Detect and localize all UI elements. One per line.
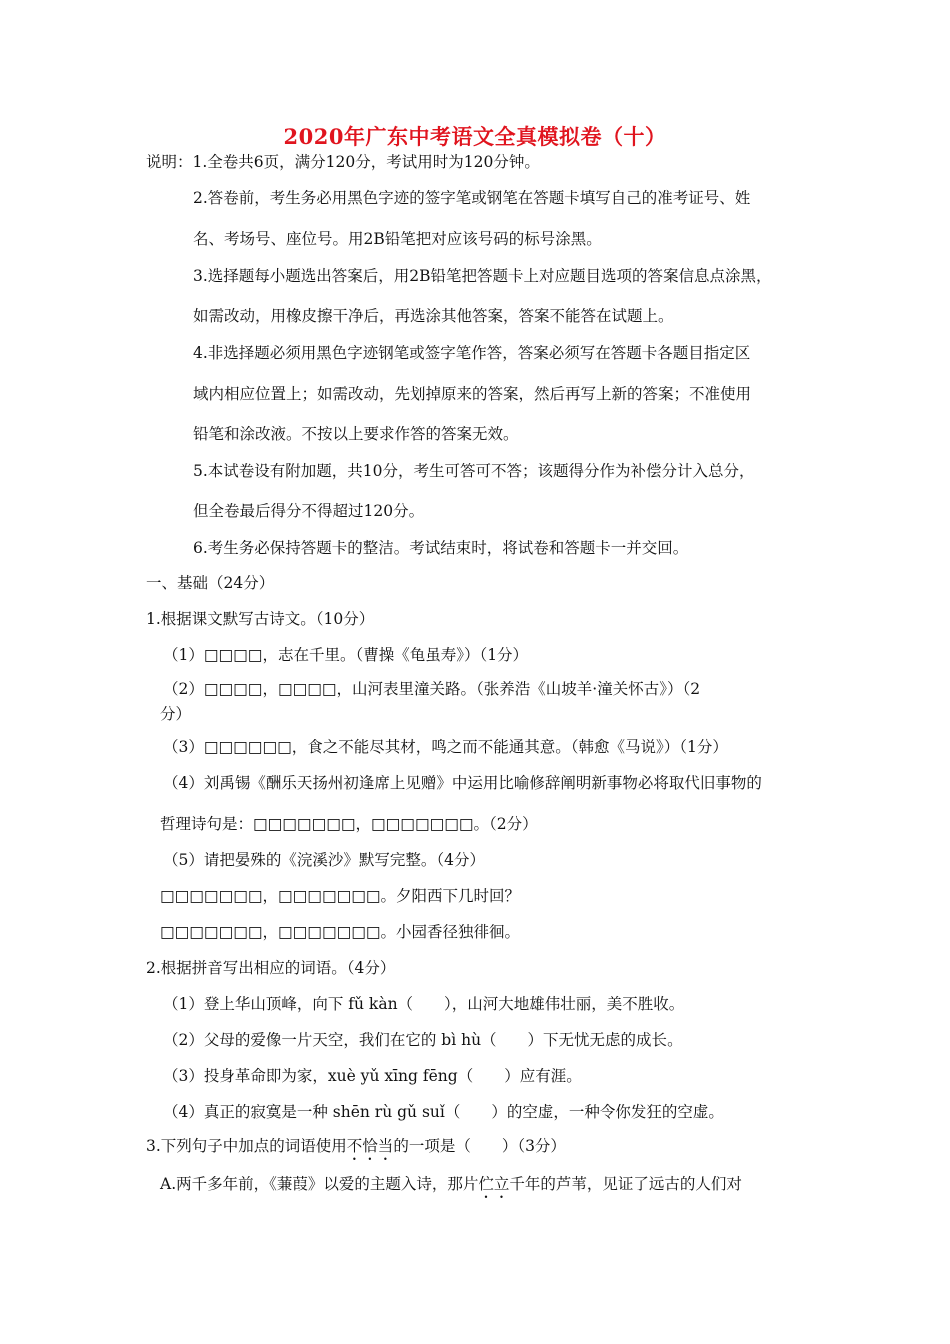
exam-title: 2020年广东中考语文全真模拟卷（十） <box>283 124 667 149</box>
instruction-item: 但全卷最后得分不得超过120分。 <box>193 502 425 520</box>
question-2-line: （1）登上华山顶峰，向下 fǔ kàn（ ），山河大地雄伟壮丽，美不胜收。 <box>163 995 685 1013</box>
instruction-item: 5.本试卷设有附加题，共10分，考生可答可不答；该题得分作为补偿分计入总分， <box>193 462 755 480</box>
instruction-item: 3.选择题每小题选出答案后，用2B铅笔把答题卡上对应题目选项的答案信息点涂黑， <box>193 267 772 285</box>
question-1-line: 哲理诗句是：□□□□□□□，□□□□□□□。（2分） <box>160 815 538 833</box>
instruction-item: 1.全卷共6页，满分120分，考试用时为120分钟。 <box>192 153 540 171</box>
question-3-stem-before: 3.下列句子中加点的词语使用 <box>146 1137 347 1155</box>
instruction-item: 名、考场号、座位号。用2B铅笔把对应该号码的标号涂黑。 <box>193 230 602 248</box>
question-2-stem: 2.根据拼音写出相应的词语。（4分） <box>146 959 396 977</box>
instruction-item: 2.答卷前，考生务必用黑色字迹的签字笔或钢笔在答题卡填写自己的准考证号、姓 <box>193 189 751 207</box>
question-2-line: （4）真正的寂寞是一种 shēn rù gǔ suǐ（ ）的空虚，一种令你发狂的空虚。 <box>163 1103 724 1121</box>
instruction-item: 铅笔和涂改液。不按以上要求作答的答案无效。 <box>193 425 519 443</box>
section-heading: 一、基础（24分） <box>146 574 275 592</box>
question-2-line: （2）父母的爱像一片天空，我们在它的 bì hù（ ）下无忧无虑的成长。 <box>163 1031 683 1049</box>
question-1-line: （3）□□□□□□，食之不能尽其材，鸣之而不能通其意。（韩愈《马说》）（1分） <box>163 738 728 756</box>
instructions-line-1 <box>146 152 540 172</box>
question-1-stem: 1.根据课文默写古诗文。（10分） <box>146 610 375 628</box>
option-a-after: 千年的芦苇，见证了远古的人们对 <box>509 1175 742 1193</box>
dotted-phrase: 伫立 <box>478 1175 510 1193</box>
question-3-stem-after: 的一项是（ ）（3分） <box>393 1137 566 1155</box>
instructions-label: 说明： <box>146 153 193 171</box>
dotted-phrase: 不恰当 <box>346 1137 394 1155</box>
question-1-line: □□□□□□□，□□□□□□□。小园香径独徘徊。 <box>160 923 521 941</box>
question-1-line: （4）刘禹锡《酬乐天扬州初逢席上见赠》中运用比喻修辞阐明新事物必将取代旧事物的 <box>163 774 762 792</box>
instruction-item: 6.考生务必保持答题卡的整洁。考试结束时，将试卷和答题卡一并交回。 <box>193 539 689 557</box>
instruction-item: 如需改动，用橡皮擦干净后，再选涂其他答案，答案不能答在试题上。 <box>193 307 674 325</box>
question-1-line: （1）□□□□，志在千里。（曹操《龟虽寿》）（1分） <box>163 646 529 664</box>
question-1-line: （2）□□□□，□□□□，山河表里潼关路。（张养浩《山坡羊·潼关怀古》）（2 <box>163 680 701 698</box>
question-1-line: （5）请把晏殊的《浣溪沙》默写完整。（4分） <box>163 851 485 869</box>
question-1-line: □□□□□□□，□□□□□□□。夕阳西下几时回？ <box>160 887 521 905</box>
question-2-line: （3）投身革命即为家，xuè yǔ xīng fēng（ ）应有涯。 <box>163 1067 582 1085</box>
question-3-stem <box>146 1136 566 1164</box>
question-3-option-a <box>160 1174 742 1202</box>
question-1-line: 分） <box>160 705 192 723</box>
instruction-item: 4.非选择题必须用黑色字迹钢笔或签字笔作答，答案必须写在答题卡各题目指定区 <box>193 344 751 362</box>
instruction-item: 域内相应位置上；如需改动，先划掉原来的答案，然后再写上新的答案；不准使用 <box>193 385 752 403</box>
option-a-before: A.两千多年前，《蒹葭》以爱的主题入诗，那片 <box>160 1175 479 1193</box>
